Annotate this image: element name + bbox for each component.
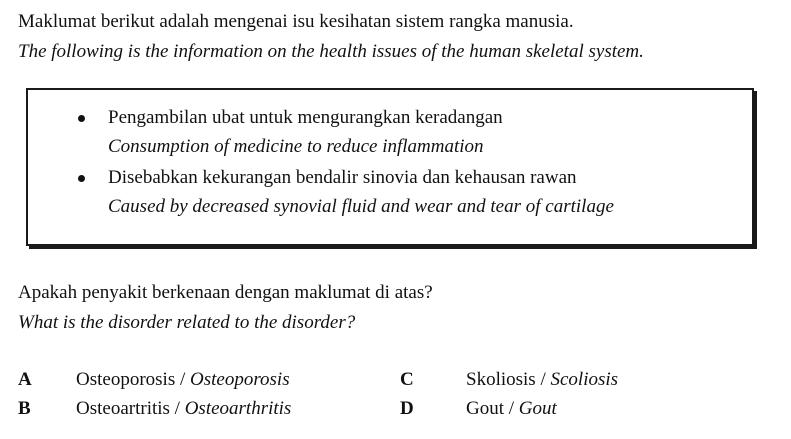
option-text: [76, 398, 291, 420]
bullet-dot-icon: [78, 115, 85, 122]
bullet-english: Caused by decreased synovial fluid and wear and tear of cartilage: [108, 196, 614, 217]
option-english: Osteoporosis: [190, 369, 290, 390]
option-text: [466, 398, 557, 420]
intro-english: The following is the information on the health issues of the human skeletal system.: [18, 41, 644, 62]
option-malay: Skoliosis /: [466, 369, 551, 390]
option-english: Osteoarthritis: [184, 398, 292, 419]
option-letter: A: [18, 369, 32, 390]
bullet-english: Consumption of medicine to reduce inflammation: [108, 136, 484, 157]
option-english: Gout: [518, 398, 557, 419]
option-malay: Osteoporosis /: [76, 369, 190, 390]
intro-malay: Maklumat berikut adalah mengenai isu kesihatan sistem rangka manusia.: [18, 11, 574, 32]
bullet-malay: Pengambilan ubat untuk mengurangkan keradangan: [108, 107, 503, 128]
option-text: [466, 369, 618, 391]
bullet-malay: Disebabkan kekurangan bendalir sinovia dan kehausan rawan: [108, 167, 577, 188]
info-box: [26, 88, 754, 246]
option-english: Scoliosis: [550, 369, 619, 390]
bullet-dot-icon: [78, 175, 85, 182]
question-malay: Apakah penyakit berkenaan dengan maklumat di atas?: [18, 282, 433, 303]
option-text: [76, 369, 290, 391]
option-letter: C: [400, 369, 414, 390]
question-english: What is the disorder related to the disorder?: [18, 312, 356, 333]
option-letter: B: [18, 398, 31, 419]
option-letter: D: [400, 398, 414, 419]
option-malay: Gout /: [466, 398, 519, 419]
option-malay: Osteoartritis /: [76, 398, 185, 419]
